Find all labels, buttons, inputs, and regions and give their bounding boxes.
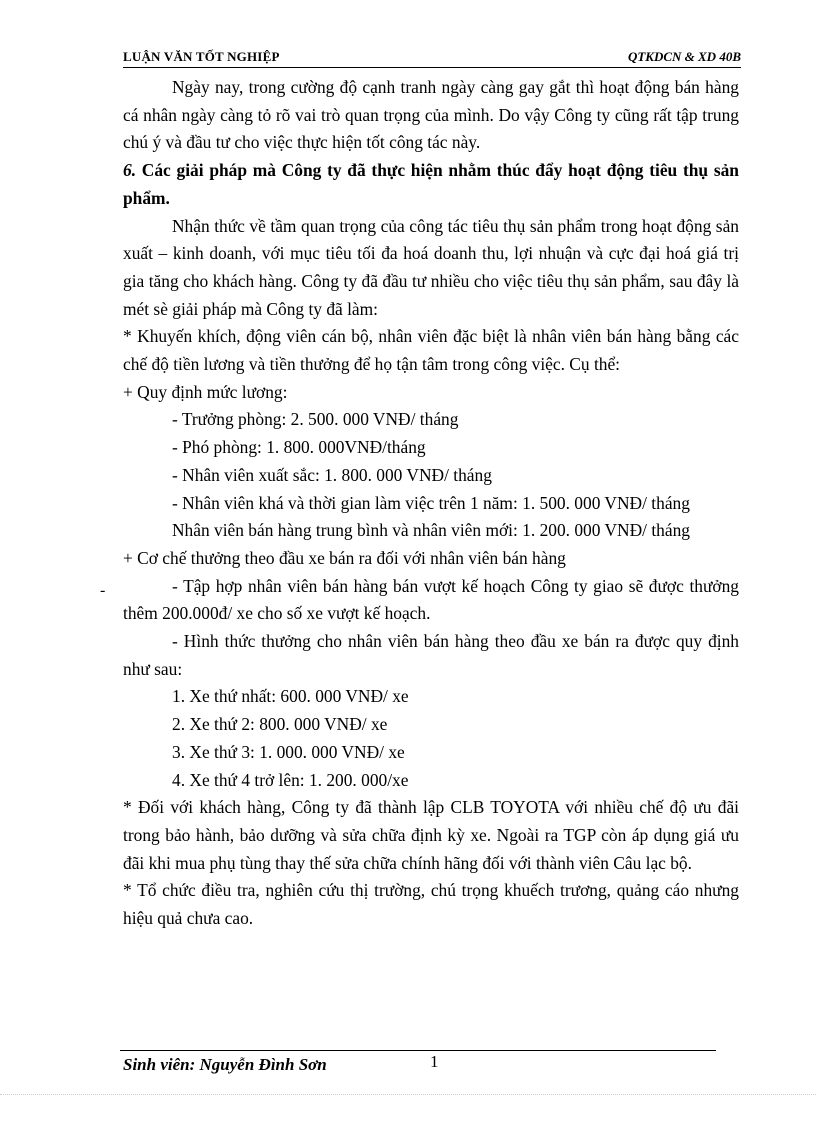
bonus-list-item-4: 4. Xe thứ 4 trở lên: 1. 200. 000/xe [172, 769, 409, 790]
salary-item-average: Nhân viên bán hàng trung bình và nhân viên mới: 1. 200. 000 VNĐ/ tháng [172, 520, 690, 541]
salary-item-head: - Trưởng phòng: 2. 500. 000 VNĐ/ tháng [172, 409, 459, 430]
bonus-item-form: - Hình thức thưởng cho nhân viên bán hàng theo đầu xe bán ra được quy định như sau: [123, 631, 739, 679]
salary-item-good: - Nhân viên khá và thời gian làm việc trên 1 năm: 1. 500. 000 VNĐ/ tháng [172, 492, 690, 513]
footer-student-name: Sinh viên: Nguyễn Đình Sơn [123, 1055, 327, 1074]
section-heading [123, 157, 739, 212]
paragraph-salary-rule: + Quy định mức lương: [123, 381, 288, 402]
bonus-item-exceed: - Tập hợp nhân viên bán hàng bán vượt kế hoạch Công ty giao sẽ được thưởng thêm 200.000đ/ xe cho số xe vượt kế hoạch. [123, 575, 739, 624]
bonus-list-item-1: 1. Xe thứ nhất: 600. 000 VNĐ/ xe [172, 686, 409, 707]
page-header [123, 47, 741, 68]
header-right-class: QTKDCN & XD 40B [627, 49, 741, 64]
salary-item-deputy: - Phó phòng: 1. 800. 000VNĐ/tháng [172, 437, 426, 458]
page-bottom-border [0, 1094, 816, 1095]
footer-divider [120, 1050, 716, 1051]
header-left-title: LUẬN VĂN TỐT NGHIỆP [123, 49, 280, 64]
section-title: Các giải pháp mà Công ty đã thực hiện nhằm thúc đẩy hoạt động tiêu thụ sản phẩm. [123, 160, 739, 208]
page-number: 1 [430, 1052, 439, 1071]
margin-dash-mark: - [100, 582, 106, 599]
paragraph-intro: Ngày nay, trong cường độ cạnh tranh ngày càng gay gắt thì hoạt động bán hàng cá nhân ngày càng tỏ rõ vai trò quan trọng của mình. Do vậy Công ty cũng rất tập trung chú ý và đầu tư cho việc thực hiện tốt công tác này. [123, 77, 739, 153]
bonus-list-item-2: 2. Xe thứ 2: 800. 000 VNĐ/ xe [172, 714, 388, 735]
paragraph-research: * Tổ chức điều tra, nghiên cứu thị trường, chú trọng khuếch trương, quảng cáo nhưng hiệu quả chưa cao. [123, 880, 739, 929]
paragraph-customers: * Đối với khách hàng, Công ty đã thành lập CLB TOYOTA với nhiều chế độ ưu đãi trong bảo hành, bảo dưỡng và sửa chữa định kỳ xe. Ngoài ra TGP còn áp dụng giá ưu đãi khi mua phụ tùng thay thế sửa chữa chính hãng đối với thành viên Câu lạc bộ. [123, 797, 739, 873]
paragraph-awareness: Nhận thức về tầm quan trọng của công tác tiêu thụ sản phẩm trong hoạt động sản xuất – kinh doanh, với mục tiêu tối đa hoá doanh thu, lợi nhuận và cực đại hoá giá trị gia tăng cho khách hàng. Công ty đã đầu tư nhiều cho việc tiêu thụ sản phẩm, sau đây là mét sè giải pháp mà Công ty đã làm: [123, 215, 739, 319]
paragraph-bonus-rule: + Cơ chế thưởng theo đầu xe bán ra đối với nhân viên bán hàng [123, 547, 566, 568]
section-number: 6. [123, 160, 137, 181]
bonus-list-item-3: 3. Xe thứ 3: 1. 000. 000 VNĐ/ xe [172, 741, 405, 762]
document-body [123, 74, 739, 933]
paragraph-incentive: * Khuyến khích, động viên cán bộ, nhân viên đặc biệt là nhân viên bán hàng bằng các chế độ tiền lương và tiền thưởng để họ tận tâm trong công việc. Cụ thể: [123, 326, 739, 375]
salary-item-excellent: - Nhân viên xuất sắc: 1. 800. 000 VNĐ/ tháng [172, 464, 492, 485]
